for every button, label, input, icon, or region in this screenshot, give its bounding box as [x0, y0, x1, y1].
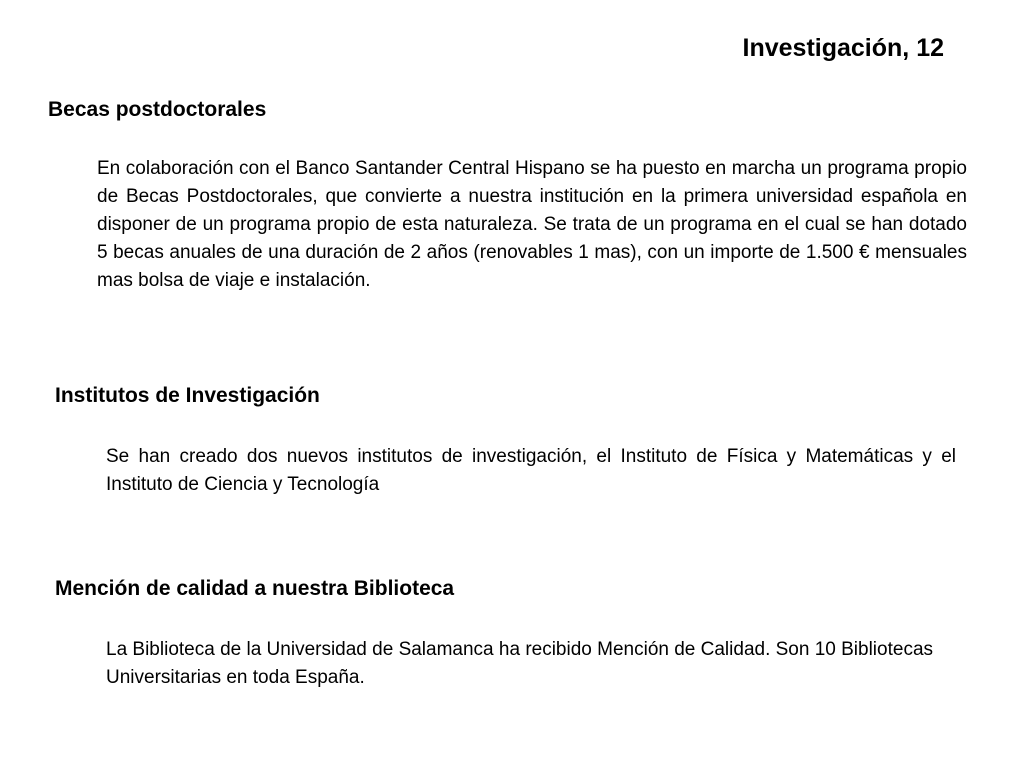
section-heading-becas-postdoctorales: Becas postdoctorales: [48, 98, 267, 121]
section-body-becas-postdoctorales: En colaboración con el Banco Santander Central Hispano se ha puesto en marcha un programa propio de Becas Postdoctorales, que convierte a nuestra institución en la primera universidad española en disponer de un programa propio de esta naturaleza. Se trata de un programa en el cual se han dotado 5 becas anuales de una duración de 2 años (renovables 1 mas), con un importe de 1.500 € mensuales mas bolsa de viaje e instalación.: [97, 158, 967, 291]
section-heading-biblioteca: Mención de calidad a nuestra Biblioteca: [55, 577, 455, 600]
section-body-institutos: Se han creado dos nuevos institutos de investigación, el Instituto de Física y Matemáticas y el Instituto de Ciencia y Tecnología: [106, 446, 956, 495]
section-body-biblioteca: La Biblioteca de la Universidad de Salamanca ha recibido Mención de Calidad. Son 10 Bibliotecas Universitarias en toda España.: [106, 639, 934, 688]
slide-title: Investigación, 12: [742, 34, 944, 62]
section-heading-institutos: Institutos de Investigación: [55, 384, 320, 407]
